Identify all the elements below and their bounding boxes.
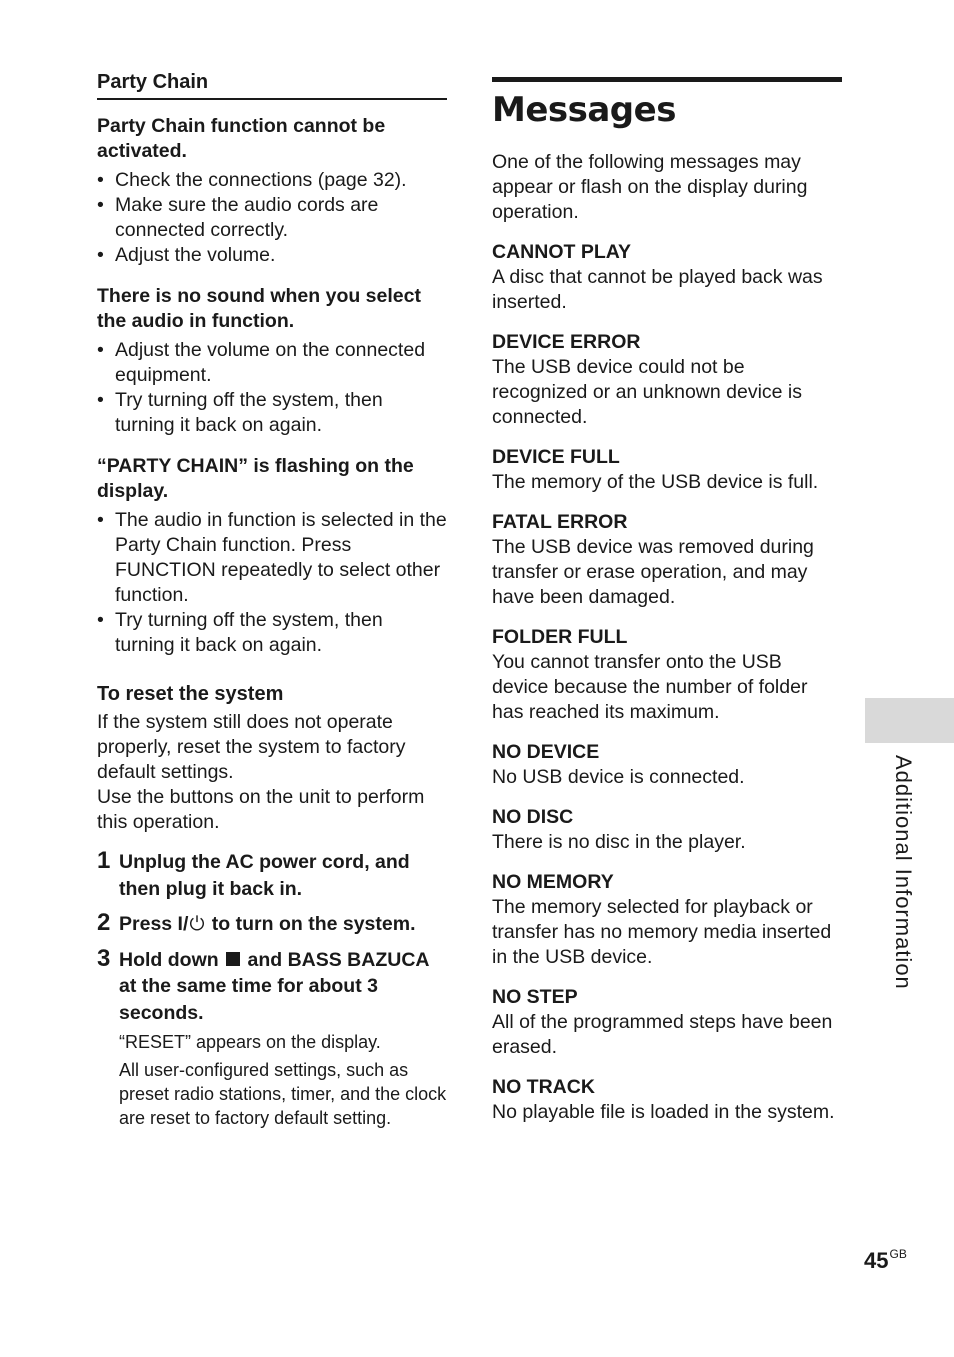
message-code: NO MEMORY (492, 871, 614, 893)
reset-title: To reset the system (97, 683, 284, 705)
reset-paragraph: If the system still does not operate properly, reset the system to factory default settings. (97, 711, 406, 783)
message-code: NO TRACK (492, 1076, 595, 1098)
messages-top-rule (492, 77, 842, 82)
page-number-suffix: GB (889, 1247, 907, 1261)
issue-block (97, 114, 447, 268)
bullet-item: • Check the connections (page 32). (97, 168, 447, 193)
right-column (492, 68, 842, 1140)
bullet-item: • Try turning off the system, then turning it back on again. (97, 388, 447, 438)
issue-bullets (97, 338, 447, 438)
message-description: A disc that cannot be played back was inserted. (492, 266, 823, 313)
issue-block (97, 454, 447, 658)
power-standby-icon (188, 914, 206, 932)
bullet-item: • Adjust the volume on the connected equipment. (97, 338, 447, 388)
step-number: 2 (97, 909, 111, 936)
message-code: NO STEP (492, 986, 578, 1008)
step-text-part: Press I/ (119, 913, 189, 935)
step-note: “RESET” appears on the display. (119, 1032, 381, 1052)
step-text-part: to turn on the system. (206, 913, 416, 935)
message-description: There is no disc in the player. (492, 831, 746, 853)
issue-heading: “PARTY CHAIN” is flashing on the display. (97, 455, 414, 502)
message-code: DEVICE ERROR (492, 331, 641, 353)
messages-title: Messages (492, 90, 676, 130)
message-entry (492, 240, 842, 315)
issue-block (97, 284, 447, 438)
page-number (864, 1247, 907, 1274)
bullet-item: • Try turning off the system, then turning it back on again. (97, 608, 447, 658)
message-entry (492, 510, 842, 610)
message-entry (492, 625, 842, 725)
message-code: FOLDER FULL (492, 626, 628, 648)
left-column (97, 68, 447, 1139)
step-item (97, 944, 447, 1131)
message-description: The USB device was removed during transfer or erase operation, and may have been damaged. (492, 536, 814, 608)
step-text (119, 947, 447, 1027)
issue-bullets (97, 508, 447, 658)
message-entry (492, 330, 842, 430)
page-number-value: 45 (864, 1248, 889, 1273)
step-number: 3 (97, 944, 111, 972)
step-item (97, 849, 447, 902)
message-code: NO DEVICE (492, 741, 600, 763)
bullet-item: • Adjust the volume. (97, 243, 447, 268)
message-entry (492, 1075, 842, 1125)
message-description: No USB device is connected. (492, 766, 745, 788)
section-title-party-chain: Party Chain (97, 68, 447, 100)
bullet-item: • Make sure the audio cords are connected correctly. (97, 193, 447, 243)
step-number: 1 (97, 847, 111, 874)
step-text: Unplug the AC power cord, and then plug it back in. (119, 851, 410, 900)
message-code: CANNOT PLAY (492, 241, 632, 263)
step-text-part: Hold down (119, 948, 225, 971)
message-code: FATAL ERROR (492, 511, 628, 533)
issue-heading: There is no sound when you select the audio in function. (97, 285, 421, 332)
side-section-label: Additional Information (891, 755, 916, 990)
stop-icon (226, 952, 240, 966)
message-description: The memory selected for playback or transfer has no memory media inserted in the USB device. (492, 896, 832, 968)
message-entry (492, 805, 842, 855)
message-code: DEVICE FULL (492, 446, 620, 468)
message-entry (492, 445, 842, 495)
section-side-tab (865, 698, 954, 743)
issue-heading: Party Chain function cannot be activated. (97, 115, 386, 162)
message-entry (492, 740, 842, 790)
reset-paragraph: Use the buttons on the unit to perform this operation. (97, 786, 425, 833)
message-description: All of the programmed steps have been erased. (492, 1011, 833, 1058)
step-note: All user-configured settings, such as preset radio stations, timer, and the clock are reset to factory default setting. (119, 1060, 447, 1128)
issue-bullets (97, 168, 447, 268)
message-code: NO DISC (492, 806, 574, 828)
bullet-item: • The audio in function is selected in the Party Chain function. Press FUNCTION repeatedly to select other function. (97, 508, 447, 608)
message-entry (492, 870, 842, 970)
message-description: The USB device could not be recognized or an unknown device is connected. (492, 356, 803, 428)
message-description: The memory of the USB device is full. (492, 471, 819, 493)
step-text (119, 911, 447, 938)
reset-steps (97, 849, 447, 1130)
step-item (97, 911, 447, 938)
message-entry (492, 985, 842, 1060)
message-description: No playable file is loaded in the system. (492, 1101, 835, 1123)
message-description: You cannot transfer onto the USB device because the number of folder has reached its maximum. (492, 651, 808, 723)
messages-intro: One of the following messages may appear or flash on the display during operation. (492, 151, 808, 223)
step-text-part: and BASS BAZUCA at the same time for about 3 seconds. (119, 948, 429, 1024)
